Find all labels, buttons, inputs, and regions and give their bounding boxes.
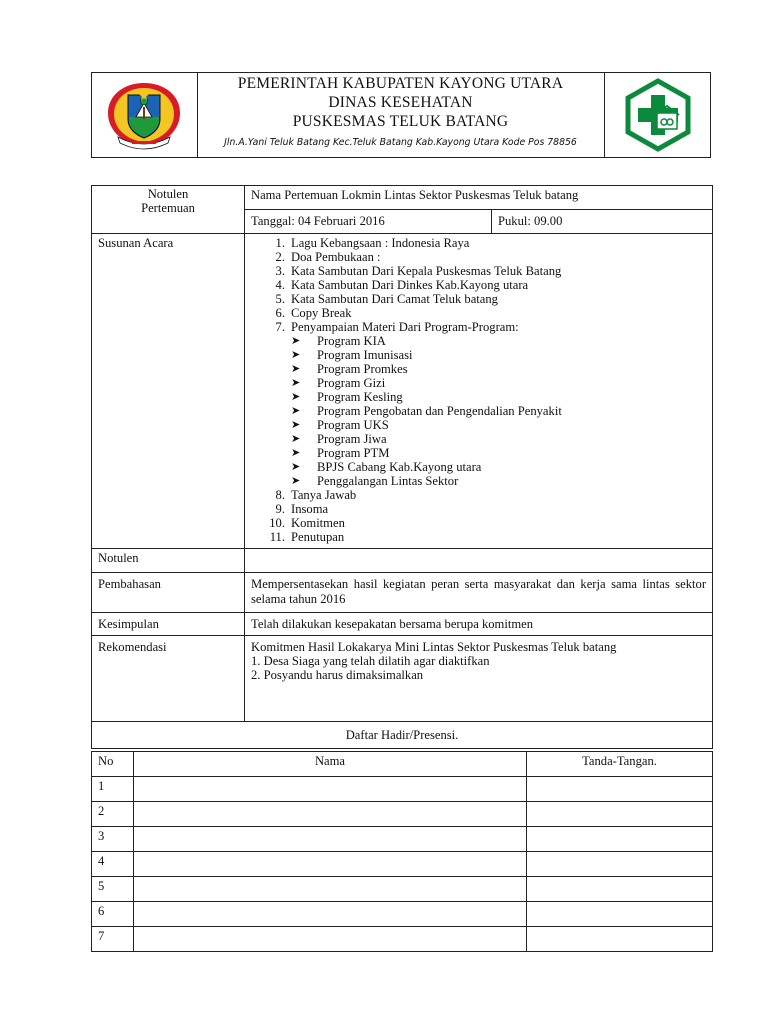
arrow-bullet-icon: ➤ <box>291 461 301 473</box>
notulen-label: Notulen <box>92 549 245 573</box>
row-number: 2 <box>92 802 134 827</box>
agenda-item: 2. Doa Pembukaan : <box>275 250 381 264</box>
table-row <box>92 877 713 902</box>
agenda-item: 9. Insoma <box>275 502 329 516</box>
agenda-item: 4. Kata Sambutan Dari Dinkes Kab.Kayong utara <box>275 278 529 292</box>
kesimpulan-label: Kesimpulan <box>92 613 245 636</box>
name-cell[interactable] <box>134 927 527 952</box>
rekomendasi-line: 1. Desa Siaga yang telah dilatih agar diaktifkan <box>251 654 490 668</box>
agenda-list <box>251 236 706 544</box>
meeting-minutes-table <box>91 185 713 749</box>
letterhead <box>91 72 711 158</box>
agenda-sub-item: ➤ Program Imunisasi <box>291 348 413 362</box>
agenda-item: 6. Copy Break <box>275 306 352 320</box>
name-cell[interactable] <box>134 877 527 902</box>
table-row <box>92 777 713 802</box>
arrow-bullet-icon: ➤ <box>291 447 301 459</box>
agenda-sub-item: ➤ Penggalangan Lintas Sektor <box>291 474 459 488</box>
name-cell[interactable] <box>134 827 527 852</box>
department-name: DINAS KESEHATAN <box>328 94 473 111</box>
agenda-sub-item: ➤ Program UKS <box>291 418 389 432</box>
meeting-name: Nama Pertemuan Lokmin Lintas Sektor Puskesmas Teluk batang <box>245 186 713 210</box>
letterhead-text <box>197 73 604 157</box>
arrow-bullet-icon: ➤ <box>291 475 301 487</box>
agenda-item: 1. Lagu Kebangsaan : Indonesia Raya <box>275 236 470 250</box>
signature-cell[interactable] <box>527 802 713 827</box>
kabupaten-emblem-icon <box>102 79 186 151</box>
right-logo-cell <box>604 73 711 157</box>
name-cell[interactable] <box>134 902 527 927</box>
signature-cell[interactable] <box>527 927 713 952</box>
agenda-cell <box>245 234 713 549</box>
arrow-bullet-icon: ➤ <box>291 419 301 431</box>
signature-cell[interactable] <box>527 877 713 902</box>
row-number: 6 <box>92 902 134 927</box>
arrow-bullet-icon: ➤ <box>291 433 301 445</box>
arrow-bullet-icon: ➤ <box>291 335 301 347</box>
pembahasan-text: Mempersentasekan hasil kegiatan peran serta masyarakat dan kerja sama lintas sektor selama tahun 2016 <box>245 573 713 613</box>
attendance-table <box>91 751 713 952</box>
puskesmas-name: PUSKESMAS TELUK BATANG <box>292 113 509 130</box>
agenda-sub-item: ➤ Program KIA <box>291 334 386 348</box>
signature-cell[interactable] <box>527 827 713 852</box>
notulen-value <box>245 549 713 573</box>
arrow-bullet-icon: ➤ <box>291 363 301 375</box>
name-cell[interactable] <box>134 802 527 827</box>
name-cell[interactable] <box>134 777 527 802</box>
row-number: 4 <box>92 852 134 877</box>
table-row <box>92 902 713 927</box>
address: Jln.A.Yani Teluk Batang Kec.Teluk Batang Kab.Kayong Utara Kode Pos 78856 <box>224 137 577 148</box>
agenda-sub-item: ➤ Program Promkes <box>291 362 408 376</box>
signature-cell[interactable] <box>527 852 713 877</box>
government-name: PEMERINTAH KABUPATEN KAYONG UTARA <box>237 75 564 92</box>
meeting-time: Pukul: 09.00 <box>492 210 713 234</box>
rekomendasi-cell <box>245 636 713 722</box>
minutes-title-cell <box>92 186 245 234</box>
agenda-item: 11. Penutupan <box>269 530 345 544</box>
table-row <box>92 852 713 877</box>
agenda-item: 3. Kata Sambutan Dari Kepala Puskesmas Teluk Batang <box>275 264 562 278</box>
agenda-sub-item: ➤ Program Gizi <box>291 376 386 390</box>
name-cell[interactable] <box>134 852 527 877</box>
minutes-title-line1: Notulen <box>147 187 189 201</box>
table-row <box>92 827 713 852</box>
arrow-bullet-icon: ➤ <box>291 405 301 417</box>
agenda-item: 10. Komitmen <box>269 516 345 530</box>
rekomendasi-line: Komitmen Hasil Lokakarya Mini Lintas Sektor Puskesmas Teluk batang <box>251 640 617 654</box>
agenda-sub-item: ➤ Program PTM <box>291 446 390 460</box>
attendance-header-nama: Nama <box>134 752 527 777</box>
kesimpulan-text: Telah dilakukan kesepakatan bersama berupa komitmen <box>245 613 713 636</box>
arrow-bullet-icon: ➤ <box>291 377 301 389</box>
arrow-bullet-icon: ➤ <box>291 349 301 361</box>
agenda-label: Susunan Acara <box>92 234 245 549</box>
agenda-sub-item: ➤ BPJS Cabang Kab.Kayong utara <box>291 460 482 474</box>
left-logo-cell <box>92 73 198 157</box>
agenda-sub-item: ➤ Program Jiwa <box>291 432 387 446</box>
arrow-bullet-icon: ➤ <box>291 391 301 403</box>
row-number: 3 <box>92 827 134 852</box>
pembahasan-label: Pembahasan <box>92 573 245 613</box>
attendance-header-no: No <box>92 752 134 777</box>
agenda-sub-item: ➤ Program Kesling <box>291 390 403 404</box>
row-number: 1 <box>92 777 134 802</box>
table-row <box>92 802 713 827</box>
agenda-item: 7. Penyampaian Materi Dari Program-Program: <box>275 320 519 334</box>
attendance-title: Daftar Hadir/Presensi. <box>92 722 713 749</box>
row-number: 5 <box>92 877 134 902</box>
minutes-title-line2: Pertemuan <box>141 201 195 215</box>
agenda-item: 5. Kata Sambutan Dari Camat Teluk batang <box>275 292 498 306</box>
agenda-sub-item: ➤ Program Pengobatan dan Pengendalian Penyakit <box>291 404 562 418</box>
signature-cell[interactable] <box>527 777 713 802</box>
row-number: 7 <box>92 927 134 952</box>
agenda-item: 8. Tanya Jawab <box>275 488 357 502</box>
signature-cell[interactable] <box>527 902 713 927</box>
table-row <box>92 927 713 952</box>
rekomendasi-label: Rekomendasi <box>92 636 245 722</box>
attendance-header-tanda: Tanda-Tangan. <box>527 752 713 777</box>
rekomendasi-line: 2. Posyandu harus dimaksimalkan <box>251 668 424 682</box>
meeting-date: Tanggal: 04 Februari 2016 <box>245 210 492 234</box>
puskesmas-cross-icon <box>620 77 696 153</box>
